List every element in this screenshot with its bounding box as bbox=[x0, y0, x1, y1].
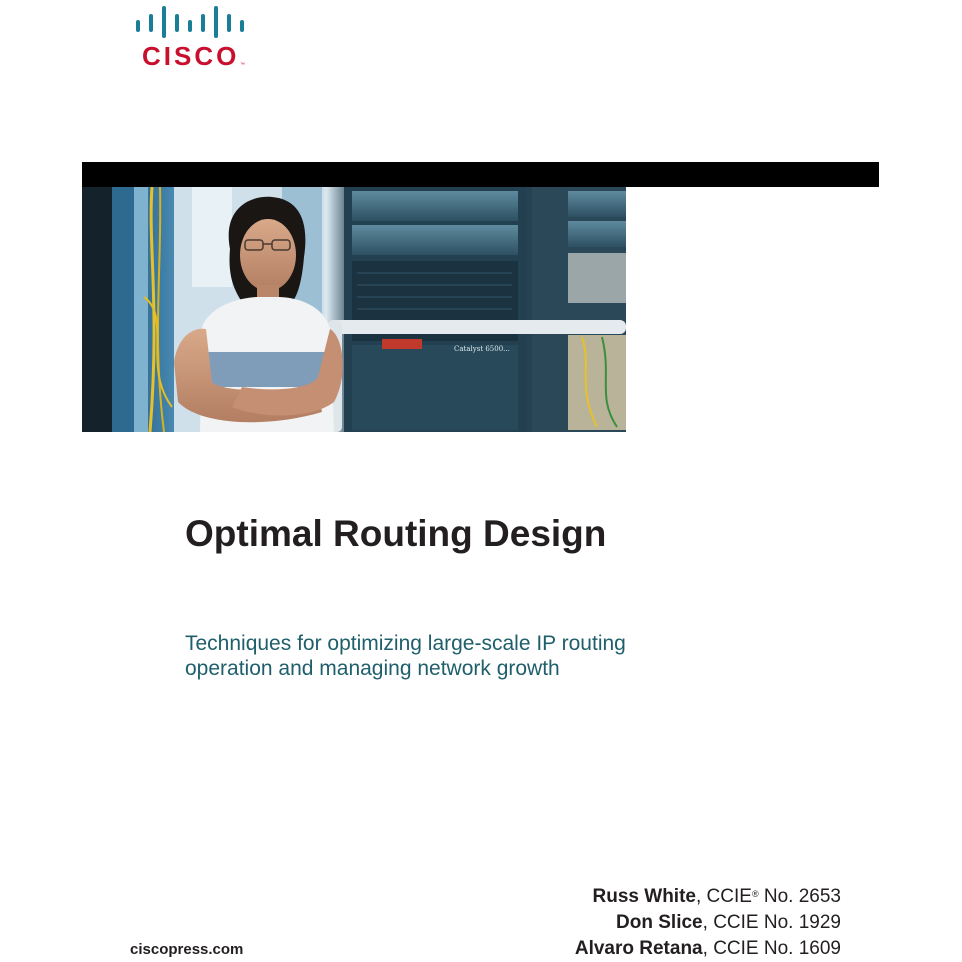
subtitle-line-2: operation and managing network growth bbox=[185, 657, 560, 680]
author-cert: CCIE bbox=[713, 912, 759, 933]
author-cert: CCIE bbox=[713, 938, 759, 959]
subtitle-line-1: Techniques for optimizing large-scale IP routing bbox=[185, 632, 626, 655]
cover-photo bbox=[82, 187, 626, 432]
cisco-bridge-icon bbox=[134, 6, 246, 38]
author-entry: Russ White, CCIE® No. 2653 bbox=[592, 886, 841, 907]
author-entry: Alvaro Retana, CCIE No. 1609 bbox=[574, 938, 841, 959]
cisco-logo bbox=[130, 6, 250, 71]
cisco-wordmark: CISCO bbox=[142, 41, 240, 71]
book-subtitle bbox=[185, 631, 745, 681]
rack-label: Catalyst 6500... bbox=[454, 345, 510, 353]
author-name: Russ White bbox=[592, 886, 696, 907]
trademark-symbol: ™ bbox=[240, 62, 245, 68]
datacenter-photo bbox=[82, 187, 626, 432]
author-name: Alvaro Retana bbox=[574, 938, 703, 959]
publisher-website: ciscopress.com bbox=[130, 941, 244, 958]
author-list bbox=[575, 884, 841, 962]
author-entry: Don Slice, CCIE No. 1929 bbox=[616, 912, 841, 933]
author-name: Don Slice bbox=[616, 912, 703, 933]
author-number: No. 2653 bbox=[763, 886, 841, 907]
author-number: No. 1609 bbox=[763, 938, 841, 959]
registered-mark: ® bbox=[751, 889, 759, 899]
cover-band bbox=[82, 162, 879, 187]
author-cert: CCIE bbox=[706, 886, 752, 907]
author-number: No. 1929 bbox=[763, 912, 841, 933]
book-title: Optimal Routing Design bbox=[185, 513, 607, 554]
